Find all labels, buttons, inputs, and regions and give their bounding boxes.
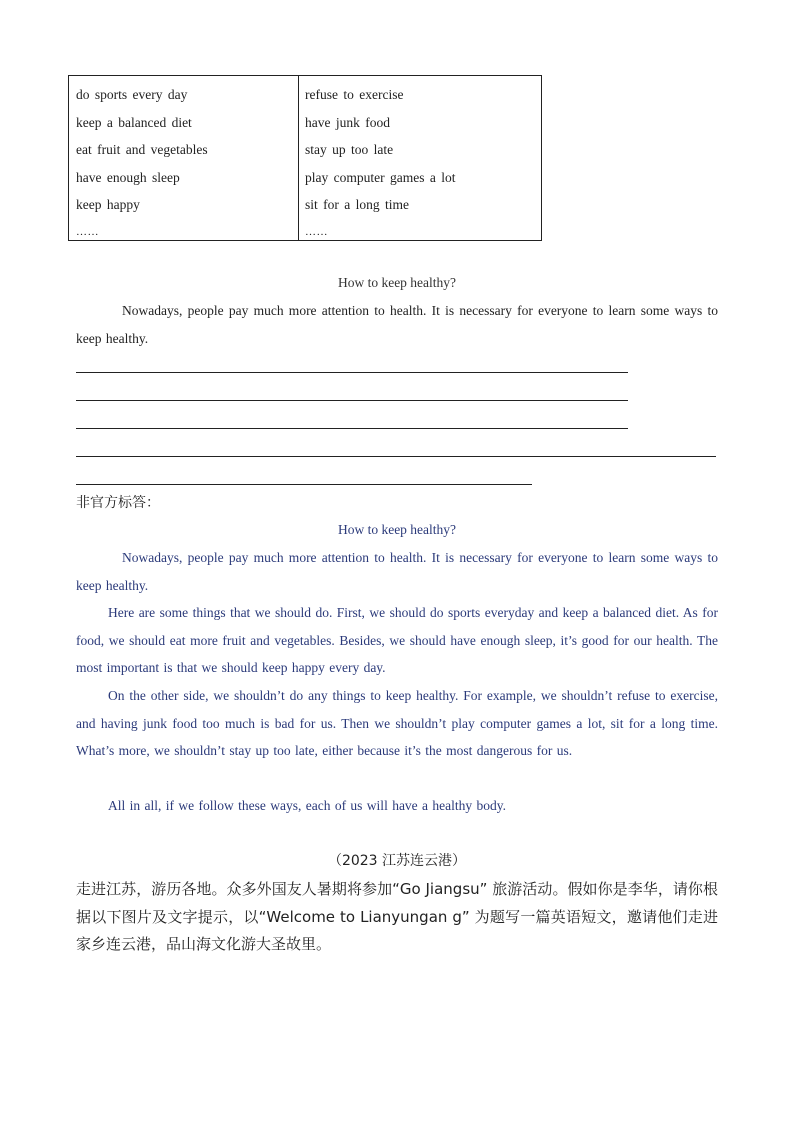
- healthy-phrase: do sports every day: [76, 87, 188, 102]
- writing-line: [76, 484, 532, 485]
- healthy-phrase: have enough sleep: [76, 169, 180, 185]
- writing-line: [76, 456, 716, 457]
- healthy-habits-column: [69, 76, 299, 240]
- answer-paragraph-1: Here are some things that we should do. First, we should do sports everyday and keep a balanced diet. As for food, we should eat more fruit and vegetables. Besides, we should have enough sleep, it’s good for our health. The most important is that we should keep happy every day.: [76, 605, 718, 675]
- answer-intro: Nowadays, people pay much more attention to health. It is necessary for everyone to learn some ways to keep healthy.: [76, 550, 718, 593]
- unhealthy-phrase-ellipsis: ……: [305, 225, 328, 238]
- answer-paragraph-2: On the other side, we shouldn’t do any things to keep healthy. For example, we shouldn’t refuse to exercise, and having junk food too much is bad for us. Then we shouldn’t play computer games a lot, sit for a long time. What’s more, we shouldn’t stay up too late, either because it’s the most dangerous for us.: [76, 688, 718, 758]
- writing-line: [76, 400, 628, 401]
- writing-line: [76, 428, 628, 429]
- phrase-table: [68, 75, 542, 241]
- question-source: （2023 江苏连云港）: [327, 853, 467, 869]
- answer-title: How to keep healthy?: [337, 522, 457, 537]
- healthy-phrase: eat fruit and vegetables: [76, 142, 208, 157]
- essay-title: How to keep healthy?: [337, 275, 457, 290]
- unhealthy-phrase: play computer games a lot: [305, 169, 456, 185]
- essay-intro: Nowadays, people pay much more attention to health. It is necessary for everyone to learn some ways to keep healthy.: [76, 303, 718, 346]
- answer-paragraph-3: All in all, if we follow these ways, each of us will have a healthy body.: [108, 798, 507, 813]
- writing-line: [76, 372, 628, 373]
- answer-label: 非官方标答：: [76, 495, 160, 511]
- healthy-phrase: keep happy: [76, 197, 140, 212]
- healthy-phrase: keep a balanced diet: [76, 114, 192, 130]
- unhealthy-phrase: refuse to exercise: [305, 87, 404, 102]
- unhealthy-phrase: have junk food: [305, 114, 390, 130]
- question-instructions: 走进江苏，游历各地。众多外国友人暑期将参加“Go Jiangsu” 旅游活动。假如你是李华，请你根据以下图片及文字提示，以“Welcome to Lianyungan g” 为题写一篇英语短文，邀请他们走进家乡连云港，品山海文化游大圣故里。: [76, 880, 718, 953]
- unhealthy-habits-column: [299, 76, 541, 240]
- unhealthy-phrase: stay up too late: [305, 142, 394, 157]
- healthy-phrase-ellipsis: ……: [76, 225, 99, 238]
- unhealthy-phrase: sit for a long time: [305, 197, 409, 212]
